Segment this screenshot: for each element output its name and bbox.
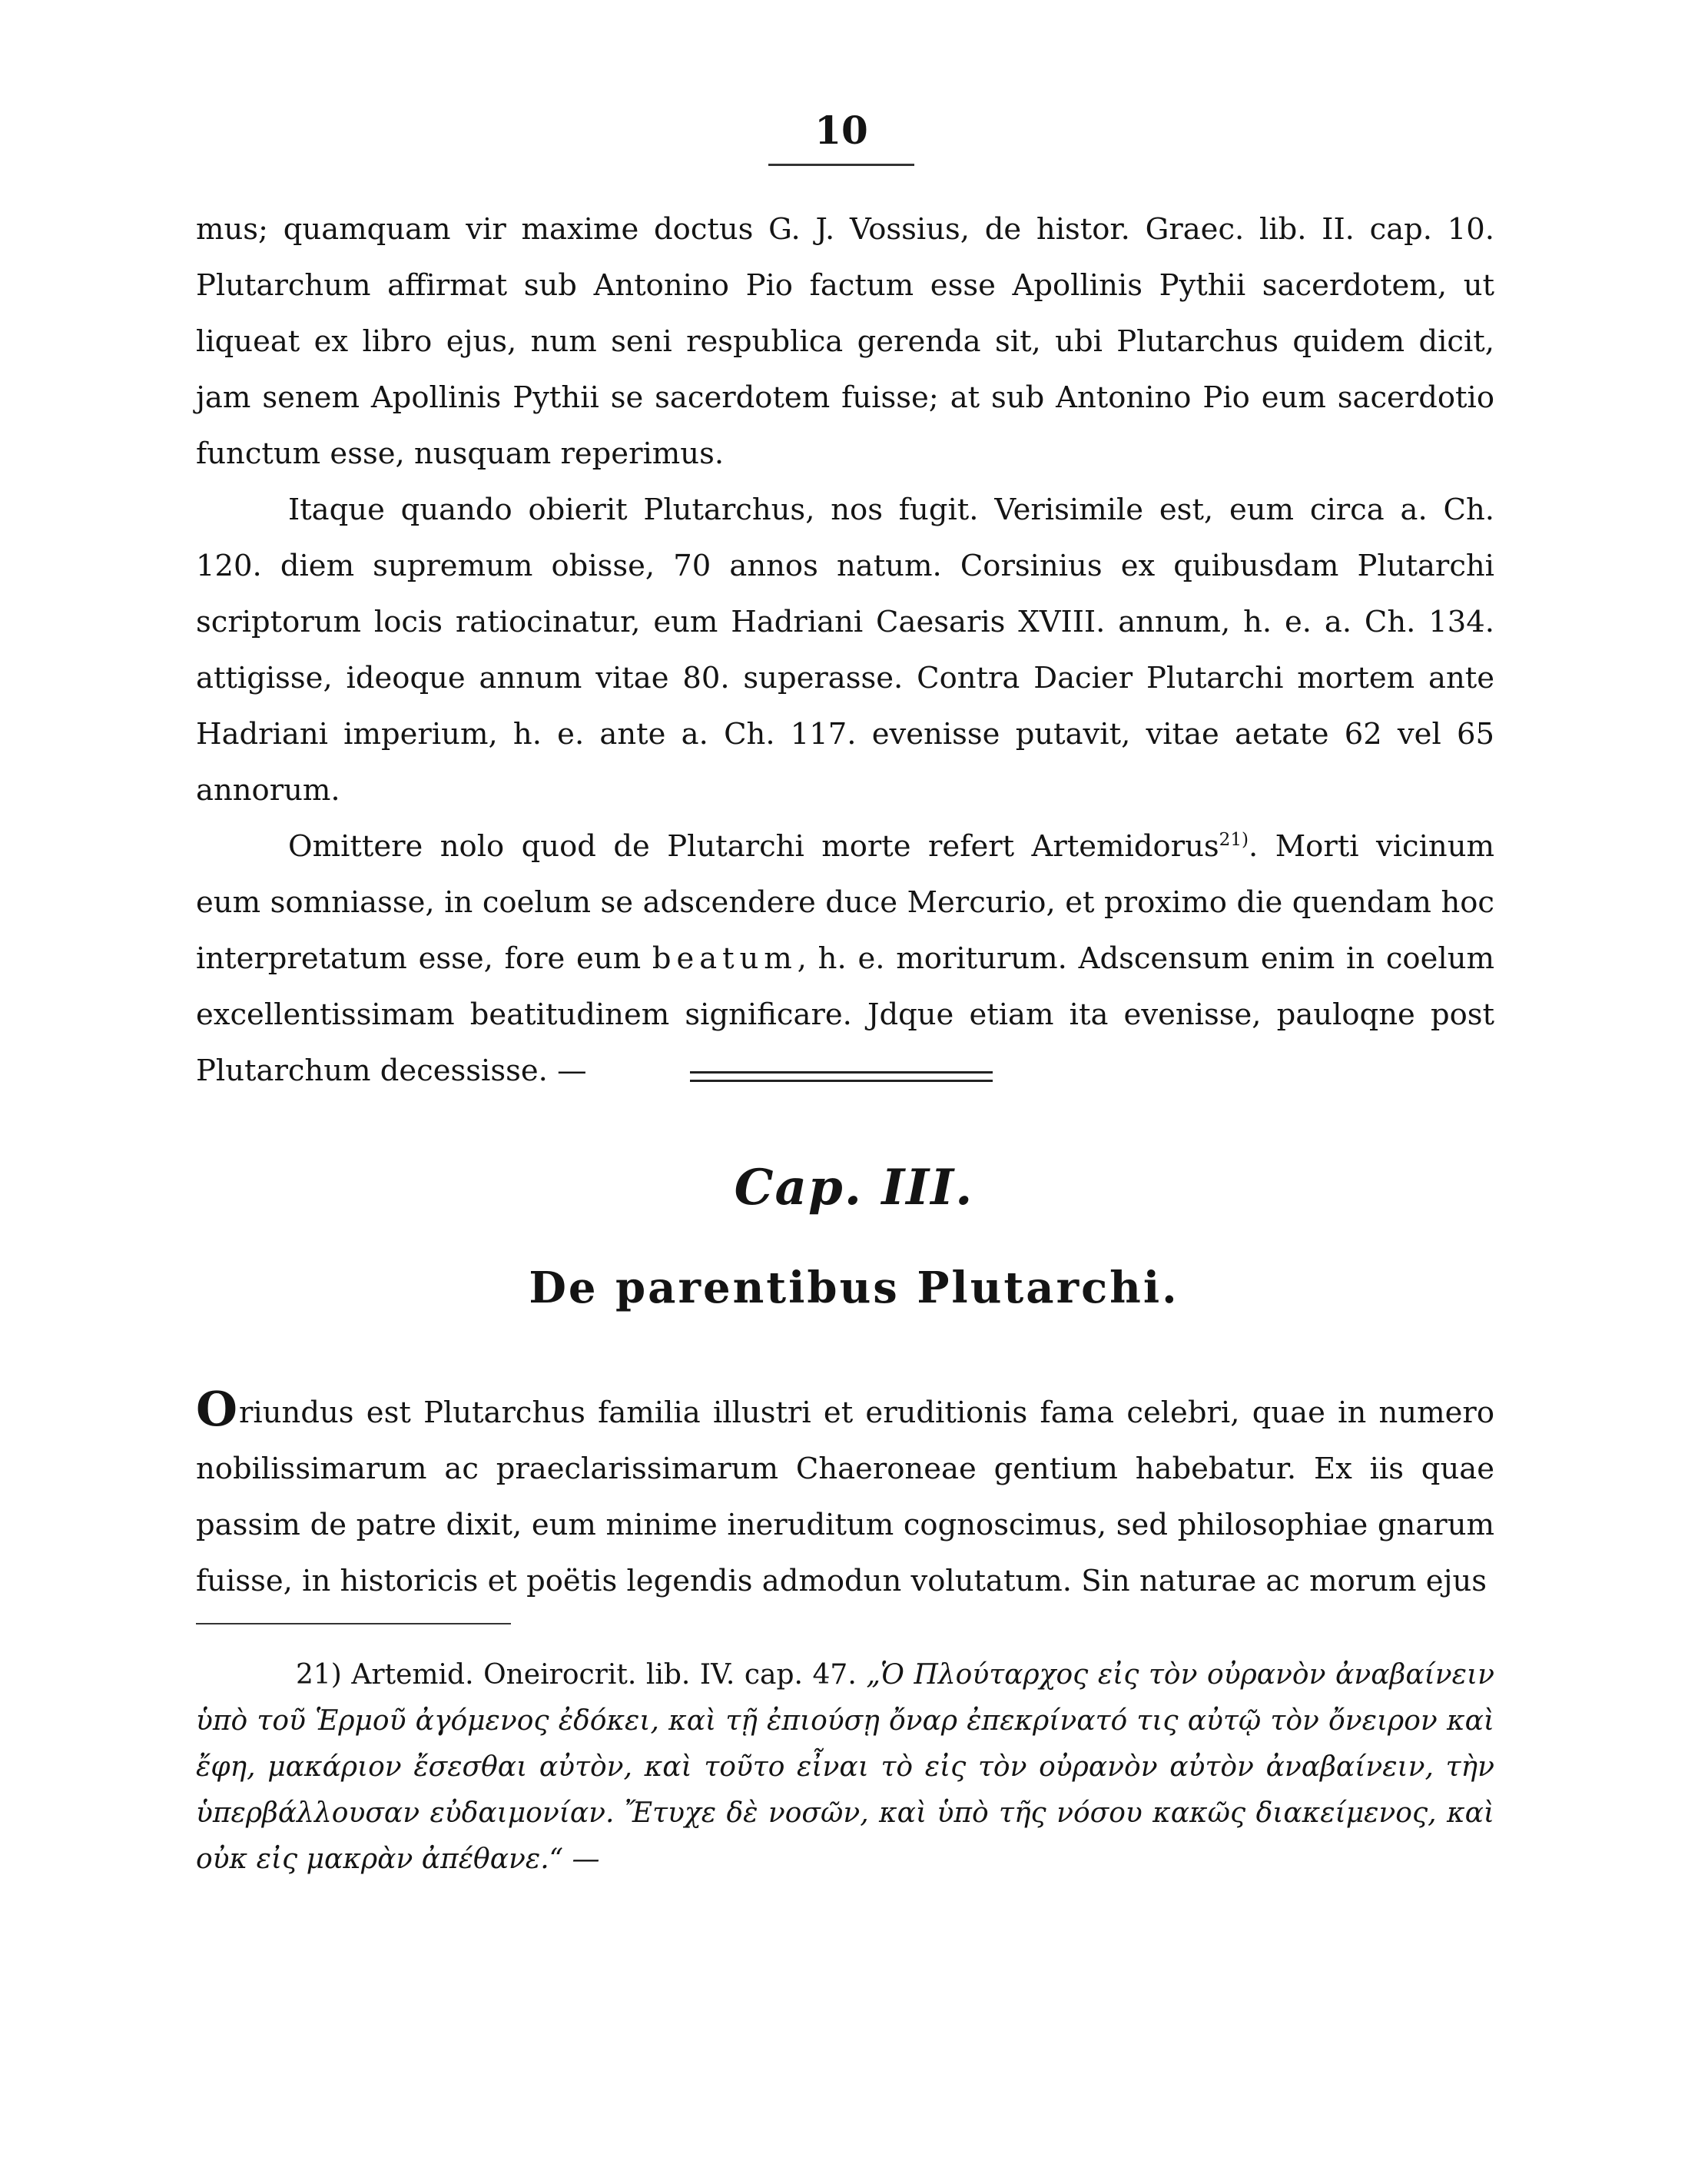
chapter-label: Cap. III. [734,1159,974,1216]
spaced-word: beatum [652,941,798,976]
paragraph-3-start: Omittere nolo quod de Plutarchi morte refert Artemidorus [288,829,1219,864]
section-divider [690,1071,993,1082]
footnote-paragraph [196,1652,1494,1883]
chapter-paragraph [196,1381,1494,1609]
drop-cap: O [196,1381,238,1437]
footnote-citation: Artemid. Oneirocrit. lib. IV. cap. 47. [351,1659,857,1691]
chapter-text [196,1381,1494,1609]
main-text [196,201,1494,1099]
paragraph-3-middle: . Morti vicinum eum somniasse, in coelum se adscendere duce Mercurio, et proximo die quendam hoc interpretatum esse, fore eum [196,829,1494,976]
chapter-title: De parentibus Plutarchi. [529,1263,1179,1313]
paragraph-3-end: , h. e. moriturum. Adscensum enim in coelum excellentissimam beatitudinem significare. Jdque etiam ita evenisse, pauloqne post Plutarchum decessisse. — [196,941,1495,1088]
footnote-number: 21) [296,1659,342,1691]
paragraph-2: Itaque quando obierit Plutarchus, nos fugit. Verisimile est, eum circa a. Ch. 120. diem supremum obisse, 70 annos natum. Corsinius ex quibusdam Plutarchi scriptorum locis ratiocinatur, eum Hadriani Caesaris XVIII. annum, h. e. a. Ch. 134. attigisse, ideoque annum vitae 80. superasse. Contra Dacier Plutarchi mortem ante Hadriani imperium, h. e. ante a. Ch. 117. evenisse putavit, vitae aetate 62 vel 65 annorum. [196,493,1494,808]
paragraph-1: mus; quamquam vir maxime doctus G. J. Vossius, de histor. Graec. lib. II. cap. 10. Plutarchum affirmat sub Antonino Pio factum esse Apollinis Pythii sacerdotem, ut liqueat ex libro ejus, num seni respublica gerenda sit, ubi Plutarchus quidem dicit, jam senem Apollinis Pythii se sacerdotem fuisse; at sub Antonino Pio eum sacerdotio functum esse, nusquam reperimus. [196,212,1494,471]
chapter-paragraph-text: riundus est Plutarchus familia illustri et eruditionis fama celebri, quae in numero nobilissimarum ac praeclarissimarum Chaeroneae gentium habebatur. Ex iis quae passim de patre dixit, eum minime ineruditum cognoscimus, sed philosophiae gnarum fuisse, in historicis et poëtis legendis admodun volutatum. Sin naturae ac morum ejus [196,1395,1494,1598]
footnote-greek-quote: „Ὁ Πλούταρχος εἰς τὸν οὐρανὸν ἀναβαίνειν ὑπὸ τοῦ Ἑρμοῦ ἀγόμενος ἐδόκει, καὶ τῇ ἐπιούσῃ ὄναρ ἐπεκρίνατό τις αὐτῷ τὸν ὄνειρον καὶ ἔφη, μακάριον ἔσεσθαι αὐτὸν, καὶ τοῦτο εἶναι τὸ εἰς τὸν οὐρανὸν αὐτὸν ἀναβαίνειν, τὴν ὑπερβάλλουσαν εὐδαιμονίαν. Ἔτυχε δὲ νοσῶν, καὶ ὑπὸ τῆς νόσου κακῶς διακείμενος, καὶ οὐκ εἰς μακρὰν ἀπέθανε.“ — [196,1659,1494,1875]
footnote [196,1652,1494,1883]
footnote-rule [196,1623,511,1624]
page-number: 10 [768,108,914,166]
footnote-reference: 21) [1219,830,1249,851]
paragraph-3 [196,818,1494,1099]
